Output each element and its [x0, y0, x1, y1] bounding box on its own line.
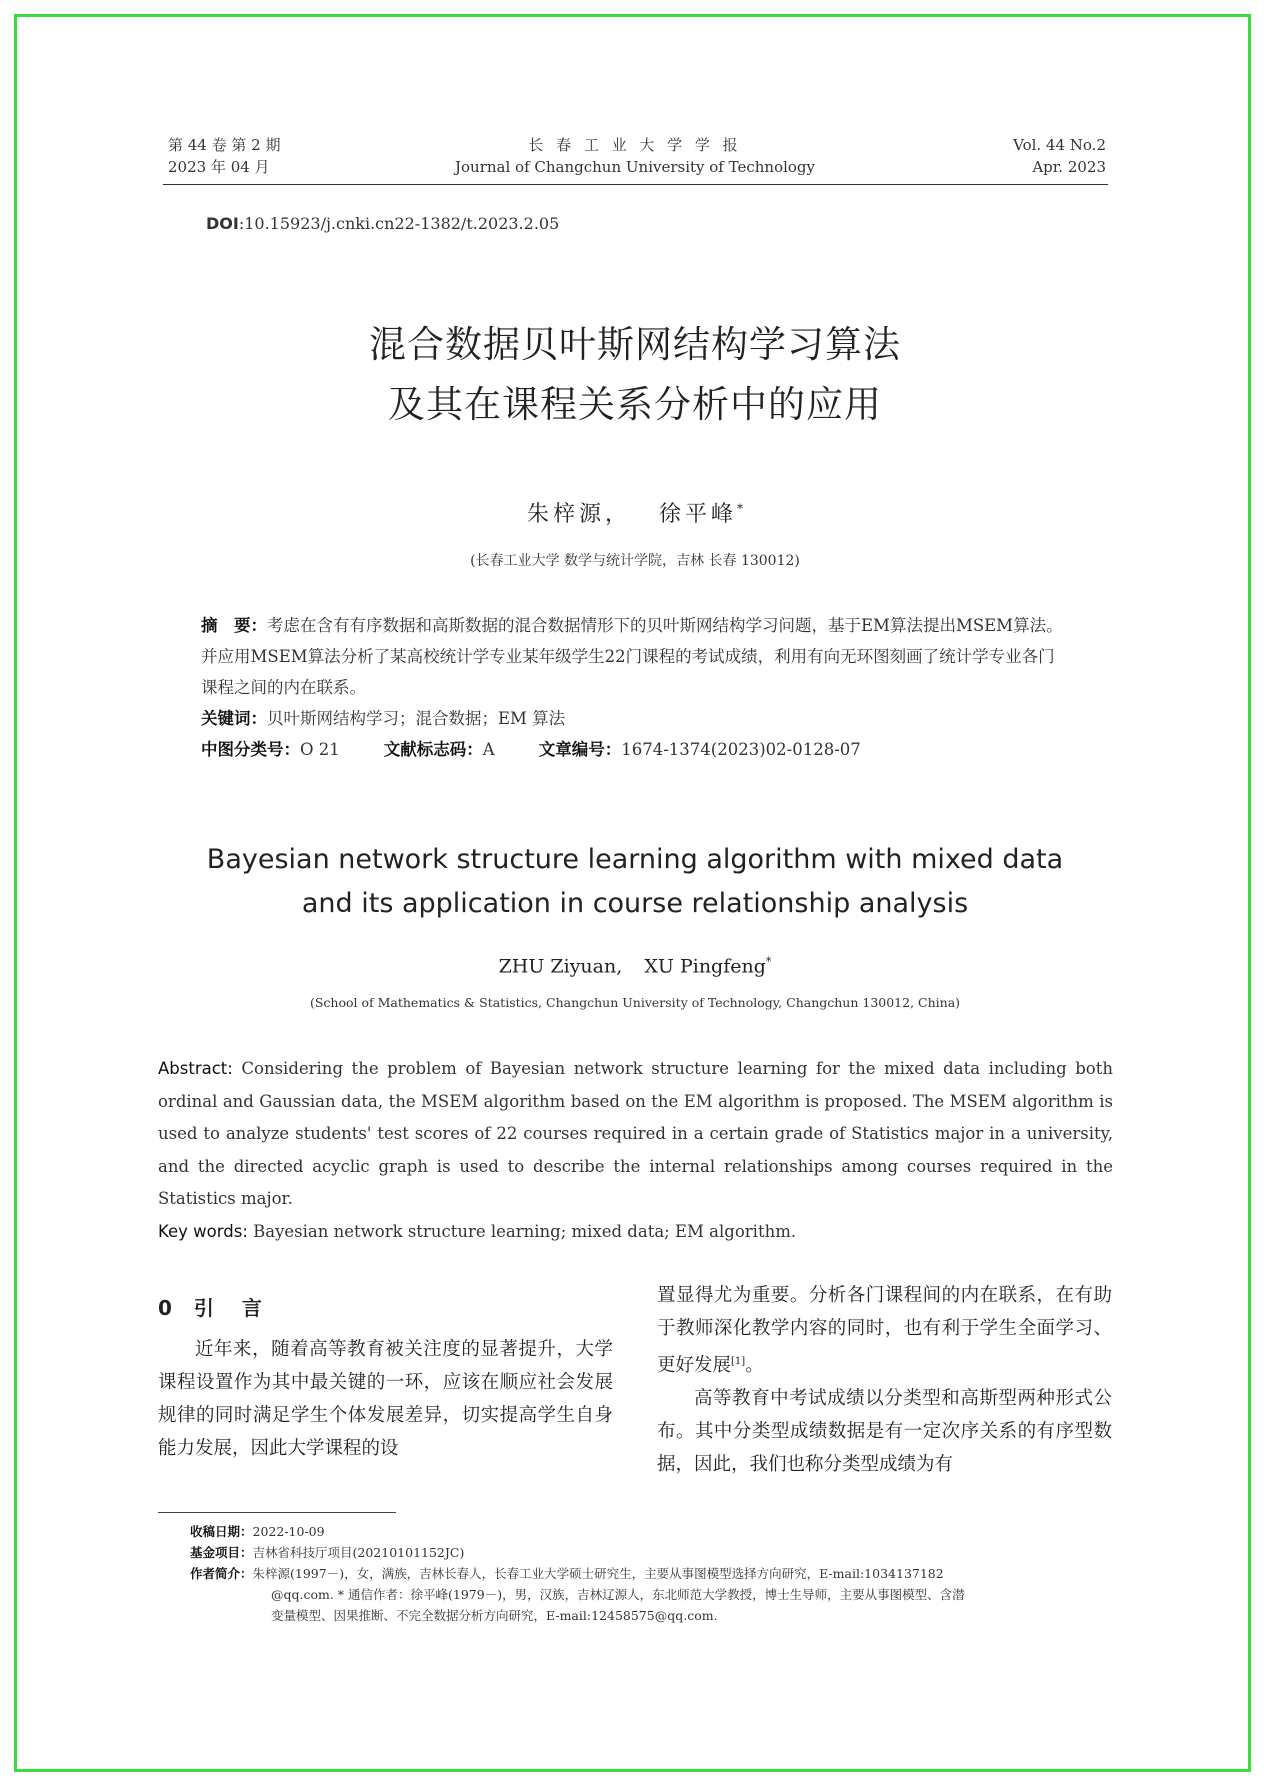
author-1-cn: 朱梓源，	[526, 502, 631, 527]
header-volume-cn	[168, 134, 280, 178]
doc-code-value: A	[482, 740, 495, 759]
article-number-label: 文章编号：	[538, 740, 622, 759]
abstract-en-text: Considering the problem of Bayesian network structure learning for the mixed data including both ordinal and Gaussian data, the MSEM algorithm based on the EM algorithm is proposed. The MSEM algorithm is used to analyze students' test scores of 22 courses required in a certain grade of Statistics major in a university, and the directed acyclic graph is used to describe the internal relationships among courses required in the Statistics major.	[158, 1059, 1113, 1208]
footnote-bio	[190, 1563, 1110, 1584]
intro-paragraph-1-cont-text: 置显得尤为重要。分析各门课程间的内在联系，在有助于教师深化教学内容的同时，也有利于学生全面学习、更好发展	[657, 1285, 1112, 1377]
keywords-cn	[201, 703, 1066, 734]
title-en-line-1: Bayesian network structure learning algorithm with mixed data	[206, 844, 1064, 875]
clc-label: 中图分类号：	[201, 740, 300, 759]
citation-ref[interactable]: [1]	[731, 1356, 746, 1367]
header-rule	[163, 184, 1108, 185]
clc-value: O 21	[300, 740, 340, 759]
journal-name-en: Journal of Changchun University of Technology	[455, 158, 815, 176]
title-cn-line-2: 及其在课程关系分析中的应用	[388, 383, 882, 426]
abstract-en	[158, 1053, 1113, 1216]
bio-label: 作者简介：	[190, 1566, 253, 1581]
corresponding-mark-en: *	[765, 955, 772, 968]
column-left	[158, 1292, 613, 1465]
bio-line-1: 朱梓源(1997－)，女，满族，吉林长春人，长春工业大学硕士研究生，主要从事图模型选择方向研究，E-mail:1034137182	[252, 1566, 944, 1581]
footnote-rule	[158, 1512, 396, 1513]
footnote-fund	[190, 1542, 1110, 1563]
doi-label: DOI	[206, 214, 239, 233]
section-title-char-1: 引	[193, 1296, 214, 1320]
journal-name-cn: 长 春 工 业 大 学 学 报	[528, 136, 742, 154]
author-2-en: XU Pingfeng	[644, 955, 766, 978]
column-right	[657, 1279, 1112, 1481]
affiliation-cn: (长春工业大学 数学与统计学院，吉林 长春 130012)	[470, 553, 800, 569]
keywords-cn-text: 贝叶斯网结构学习；混合数据；EM 算法	[267, 709, 566, 728]
received-date: 2022-10-09	[252, 1524, 325, 1539]
fund-label: 基金项目：	[190, 1545, 253, 1560]
intro-paragraph-1-continued	[657, 1279, 1112, 1382]
keywords-en-text: Bayesian network structure learning; mixed data; EM algorithm.	[253, 1221, 797, 1241]
title-cn	[160, 315, 1110, 435]
date-cn: 2023 年 04 月	[168, 158, 270, 176]
footnote-received	[190, 1521, 1110, 1542]
article-number-value: 1674-1374(2023)02-0128-07	[621, 740, 861, 759]
keywords-cn-label: 关键词：	[201, 709, 267, 728]
doi-line	[206, 214, 559, 233]
volume-issue-en: Vol. 44 No.2	[1013, 136, 1106, 154]
title-cn-line-1: 混合数据贝叶斯网结构学习算法	[369, 323, 901, 366]
section-title-char-2: 言	[241, 1296, 262, 1320]
keywords-en-label: Key words:	[158, 1221, 248, 1241]
fund-text: 吉林省科技厅项目(20210101152JC)	[252, 1545, 465, 1560]
section-heading	[158, 1292, 613, 1325]
section-number: 0	[158, 1296, 172, 1320]
authors-en	[160, 955, 1110, 977]
bio-line-3: 变量模型、因果推断、不完全数据分析方向研究，E-mail:12458575@qq.com.	[271, 1608, 718, 1623]
intro-paragraph-1: 近年来，随着高等教育被关注度的显著提升，大学课程设置作为其中最关键的一环，应该在顺应社会发展规律的同时满足学生个体发展差异，切实提高学生自身能力发展，因此大学课程的设	[158, 1339, 613, 1459]
abstract-cn-text: 考虑在含有有序数据和高斯数据的混合数据情形下的贝叶斯网结构学习问题，基于EM算法提出MSEM算法。并应用MSEM算法分析了某高校统计学专业某年级学生22门课程的考试成绩，利用有向无环图刻画了统计学专业各门课程之间的内在联系。	[201, 616, 1063, 697]
footnotes	[190, 1521, 1110, 1626]
bio-line-2: @qq.com. * 通信作者：徐平峰(1979－)，男，汉族，吉林辽源人，东北师范大学教授，博士生导师，主要从事图模型、含潜	[271, 1587, 965, 1602]
classification-row	[201, 734, 1066, 765]
abstract-en-block	[158, 1053, 1113, 1248]
date-en: Apr. 2023	[1032, 158, 1106, 176]
doc-code-label: 文献标志码：	[383, 740, 483, 759]
header-journal	[380, 134, 890, 178]
abstract-cn-block	[201, 610, 1066, 765]
keywords-en	[158, 1216, 1113, 1249]
abstract-cn	[201, 610, 1066, 703]
authors-cn	[160, 497, 1110, 528]
author-2-cn: 徐平峰	[659, 502, 738, 527]
intro-paragraph-2: 高等教育中考试成绩以分类型和高斯型两种形式公布。其中分类型成绩数据是有一定次序关系的有序型数据，因此，我们也称分类型成绩为有	[657, 1388, 1112, 1476]
volume-issue-cn: 第 44 卷 第 2 期	[168, 136, 281, 154]
abstract-en-label: Abstract:	[158, 1059, 233, 1078]
title-en	[140, 838, 1130, 926]
header-volume-en	[1013, 134, 1106, 178]
abstract-cn-label: 摘 要：	[201, 616, 267, 635]
author-1-en: ZHU Ziyuan,	[498, 955, 623, 978]
title-en-line-2: and its application in course relationship analysis	[301, 888, 969, 919]
received-label: 收稿日期：	[190, 1524, 253, 1539]
affiliation-en: (School of Mathematics & Statistics, Changchun University of Technology, Changchun 130012, China)	[309, 995, 961, 1010]
corresponding-mark-cn: *	[737, 501, 744, 516]
doi-value: :10.15923/j.cnki.cn22-1382/t.2023.2.05	[238, 214, 560, 233]
intro-paragraph-1-end: 。	[745, 1355, 764, 1377]
